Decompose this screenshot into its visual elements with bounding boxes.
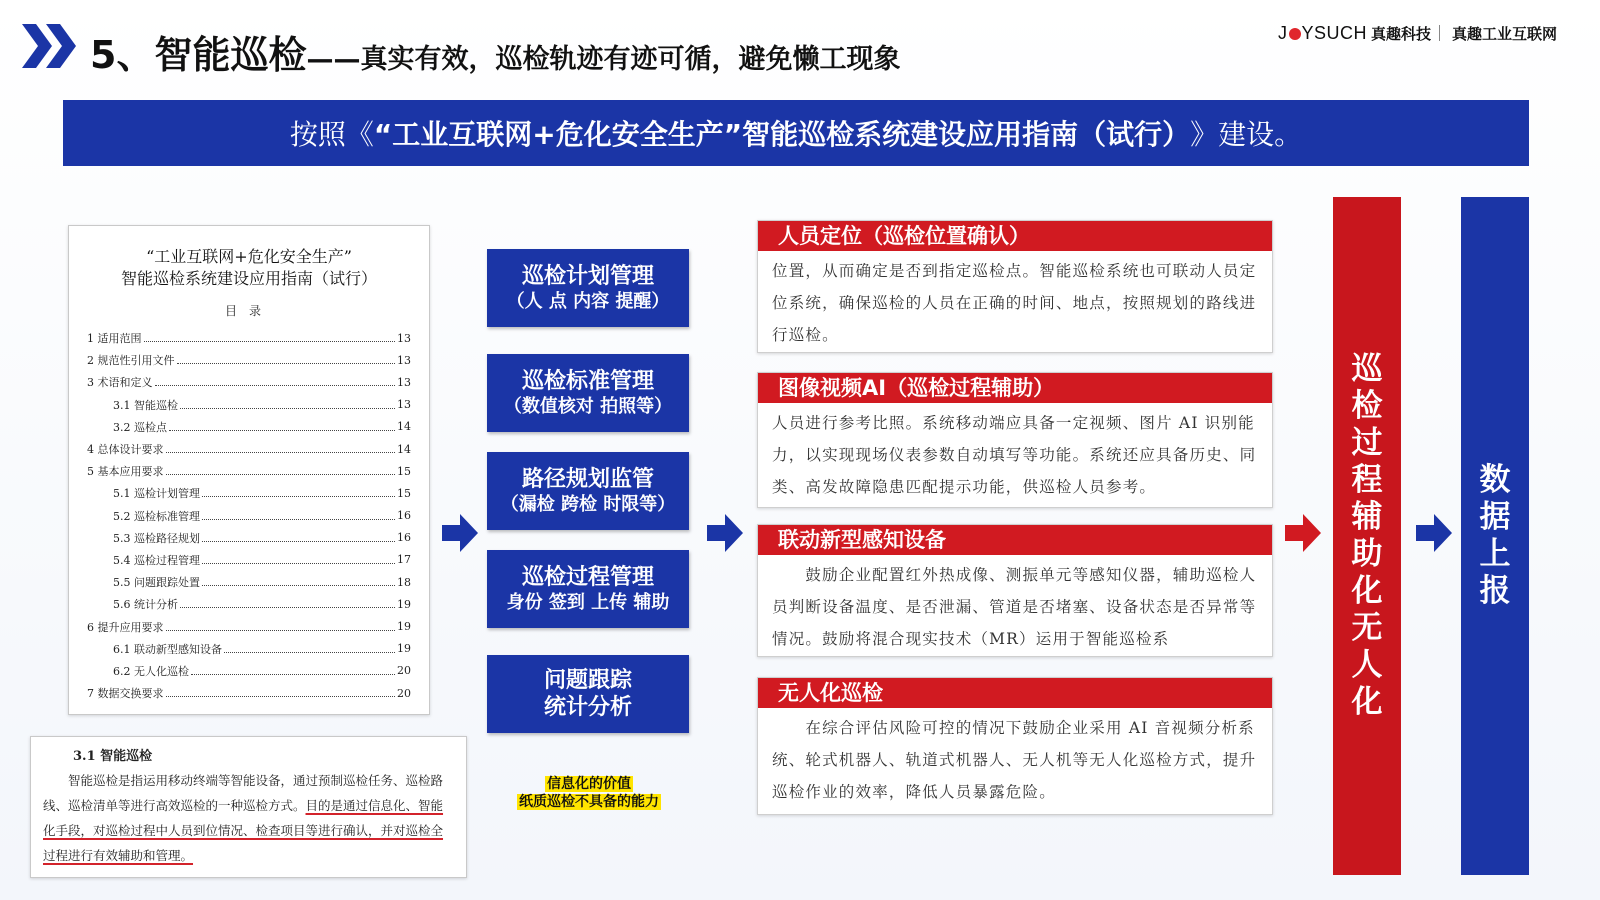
doc-title-line1: “工业互联网+危化安全生产” — [146, 247, 352, 266]
toc-item — [87, 349, 411, 371]
brand-dot-icon — [1289, 28, 1301, 40]
vertical-char: 化 — [1351, 573, 1383, 609]
title-number: 5、智能巡检 — [90, 33, 307, 77]
brand-company: 真趣科技 — [1371, 24, 1432, 43]
module-sublabel: 统计分析 — [543, 695, 632, 720]
toc-leader — [202, 512, 395, 520]
toc-leader — [224, 645, 395, 653]
toc-item-page: 19 — [397, 620, 411, 634]
toc-leader — [180, 600, 395, 608]
card-title: 人员定位（巡检位置确认） — [758, 221, 1272, 251]
doc-title-line2: 智能巡检系统建设应用指南（试行） — [120, 269, 377, 288]
definition-underlined-text: 目的是通过信息化、智能化手段，对巡检过程中人员到位情况、检查项目等进行确认，并对巡检全过程进行有效辅助和管理。 — [43, 798, 444, 863]
card-body: 位置，从而确定是否到指定巡检点。智能巡检系统也可联动人员定位系统，确保巡检的人员在正确的时间、地点，按照规划的路线进行巡检。 — [772, 262, 1257, 344]
toc-item — [87, 482, 411, 504]
toc-leader — [202, 489, 395, 497]
toc-item-page: 13 — [397, 331, 411, 345]
toc-heading: 目录 — [224, 304, 273, 318]
toc-item — [87, 638, 411, 660]
vertical-char: 检 — [1351, 388, 1383, 424]
toc-item-label: 5.4 巡检过程管理 — [113, 553, 200, 567]
toc-item-page: 20 — [397, 664, 411, 678]
vertical-char: 据 — [1479, 499, 1511, 535]
module-issue-tracking — [487, 655, 689, 733]
toc-leader — [169, 423, 395, 431]
toc-item-label: 3.1 智能巡检 — [113, 398, 178, 412]
card-body: 在综合评估风险可控的情况下鼓励企业采用 AI 音视频分析系统、轮式机器人、轨道式机器人、无人机等无人化巡检方式，提升巡检作业的效率，降低人员暴露危险。 — [772, 719, 1257, 801]
toc-list — [87, 327, 411, 704]
definition-body — [43, 768, 454, 868]
chevron-logo-icon — [22, 22, 78, 70]
definition-excerpt — [30, 736, 467, 878]
toc-item-page: 15 — [397, 464, 411, 478]
toc-item-page: 20 — [397, 686, 411, 700]
vertical-char: 报 — [1479, 573, 1511, 609]
vertical-char: 助 — [1351, 536, 1383, 572]
toc-leader — [191, 667, 395, 675]
module-plan-management — [487, 249, 689, 327]
module-sublabel: （数值核对 拍照等） — [503, 395, 673, 417]
toc-item-label: 5 基本应用要求 — [87, 465, 164, 479]
vertical-bar-process-assist — [1333, 197, 1401, 875]
note-line2: 纸质巡检不具备的能力 — [519, 794, 659, 810]
toc-item — [87, 615, 411, 637]
banner-prefix: 按照《 — [289, 118, 374, 151]
card-sensing-devices — [757, 524, 1273, 657]
toc-leader — [166, 689, 396, 697]
brand-header — [1278, 20, 1578, 46]
value-note — [496, 775, 682, 811]
toc-item-page: 16 — [397, 509, 411, 523]
toc-item-page: 15 — [397, 486, 411, 500]
toc-item — [87, 371, 411, 393]
toc-item-page: 13 — [397, 375, 411, 389]
toc-item-label: 5.3 巡检路径规划 — [113, 531, 200, 545]
module-sublabel: 身份 签到 上传 辅助 — [506, 591, 670, 613]
banner-suffix: 》建设。 — [1190, 118, 1303, 151]
toc-item — [87, 571, 411, 593]
toc-leader — [177, 356, 396, 364]
vertical-char: 辅 — [1351, 499, 1383, 535]
toc-item-label: 3 术语和定义 — [87, 376, 153, 390]
toc-item-page: 13 — [397, 353, 411, 367]
arrow-right-icon — [707, 514, 743, 552]
module-label: 巡检计划管理 — [521, 263, 654, 289]
toc-item-label: 6.2 无人化巡检 — [113, 664, 189, 678]
definition-text: 智能巡检是指运用移动终端等智能设备，通过预制巡检任务、巡检路线、巡检清单等进行高效巡检的一种巡检方式。 — [43, 773, 444, 813]
card-unmanned-inspection — [757, 677, 1273, 815]
vertical-bar-data-report — [1461, 197, 1529, 875]
arrow-right-icon — [1416, 514, 1452, 552]
toc-item — [87, 527, 411, 549]
card-image-video-ai — [757, 372, 1273, 508]
toc-leader — [166, 467, 396, 475]
module-standard-management — [487, 354, 689, 432]
toc-leader — [202, 578, 395, 586]
toc-item — [87, 660, 411, 682]
toc-item-page: 18 — [397, 575, 411, 589]
doc-title — [87, 246, 411, 290]
toc-item — [87, 549, 411, 571]
toc-item-label: 3.2 巡检点 — [113, 420, 167, 434]
toc-leader — [166, 623, 396, 631]
toc-item-page: 19 — [397, 642, 411, 656]
toc-item — [87, 394, 411, 416]
toc-item-page: 13 — [397, 398, 411, 412]
toc-leader — [144, 334, 396, 342]
card-body: 鼓励企业配置红外热成像、测振单元等感知仪器，辅助巡检人员判断设备温度、是否泄漏、管道是否堵塞、设备状态是否异常等情况。鼓励将混合现实技术（MR）运用于智能巡检系 — [772, 566, 1257, 648]
card-personnel-location — [757, 220, 1273, 353]
vertical-char: 过 — [1351, 425, 1383, 461]
toc-item — [87, 416, 411, 438]
toc-item-label: 5.2 巡检标准管理 — [113, 509, 200, 523]
toc-item-label: 1 适用范围 — [87, 332, 142, 346]
banner-guide-name: “工业互联网+危化安全生产”智能巡检系统建设应用指南（试行） — [373, 118, 1191, 151]
module-sublabel: （漏检 跨检 时限等） — [500, 493, 676, 515]
toc-item — [87, 460, 411, 482]
toc-item — [87, 682, 411, 704]
card-body: 人员进行参考比照。系统移动端应具备一定视频、图片 AI 识别能力，以实现现场仪表参数自动填写等功能。系统还应具备历史、同类、高发故障隐患匹配提示功能，供巡检人员参考。 — [772, 414, 1257, 496]
guideline-banner — [63, 100, 1529, 166]
module-label: 问题跟踪 — [543, 668, 632, 693]
module-label: 巡检过程管理 — [521, 564, 654, 590]
vertical-char: 数 — [1479, 462, 1511, 498]
toc-item — [87, 593, 411, 615]
toc-item-label: 6 提升应用要求 — [87, 620, 164, 634]
module-label: 路径规划监管 — [521, 466, 654, 492]
title-subtitle: ——真实有效，巡检轨迹有迹可循，避免懒工现象 — [306, 44, 901, 75]
toc-item-label: 7 数据交换要求 — [87, 687, 164, 701]
card-title: 图像视频AI（巡检过程辅助） — [758, 373, 1272, 403]
module-route-planning — [487, 452, 689, 530]
toc-leader — [166, 445, 396, 453]
vertical-char: 无 — [1351, 610, 1383, 646]
toc-item — [87, 438, 411, 460]
arrow-right-icon — [1285, 514, 1321, 552]
vertical-char: 化 — [1351, 684, 1383, 720]
toc-item — [87, 505, 411, 527]
guideline-document — [68, 225, 430, 715]
toc-item-page: 19 — [397, 597, 411, 611]
toc-leader — [202, 534, 395, 542]
toc-leader — [155, 378, 396, 386]
page-title — [90, 24, 901, 77]
toc-item-label: 5.5 问题跟踪处置 — [113, 576, 200, 590]
module-process-management — [487, 550, 689, 628]
brand-logo: J YSUCH — [1278, 22, 1368, 43]
vertical-char: 人 — [1351, 647, 1383, 683]
toc-leader — [202, 556, 395, 564]
toc-item-label: 5.6 统计分析 — [113, 598, 178, 612]
toc-item-label: 6.1 联动新型感知设备 — [113, 642, 222, 656]
toc-item-label: 5.1 巡检计划管理 — [113, 487, 200, 501]
note-line1: 信息化的价值 — [547, 776, 631, 792]
module-label: 巡检标准管理 — [521, 368, 654, 394]
toc-leader — [180, 401, 395, 409]
toc-item-label: 4 总体设计要求 — [87, 443, 164, 457]
toc-item-page: 14 — [397, 420, 411, 434]
module-sublabel: （人 点 内容 提醒） — [506, 290, 670, 312]
toc-item-page: 14 — [397, 442, 411, 456]
toc-item-page: 16 — [397, 531, 411, 545]
brand-divider — [1439, 25, 1440, 41]
card-title: 联动新型感知设备 — [758, 525, 1272, 555]
vertical-char: 程 — [1351, 462, 1383, 498]
arrow-right-icon — [442, 514, 478, 552]
toc-item — [87, 327, 411, 349]
toc-item-label: 2 规范性引用文件 — [87, 354, 175, 368]
toc-item-page: 17 — [397, 553, 411, 567]
definition-title: 3.1 智能巡检 — [73, 749, 153, 764]
vertical-char: 上 — [1479, 536, 1511, 572]
brand-site: 真趣工业互联网 — [1452, 24, 1558, 43]
card-title: 无人化巡检 — [758, 678, 1272, 708]
vertical-char: 巡 — [1351, 351, 1383, 387]
